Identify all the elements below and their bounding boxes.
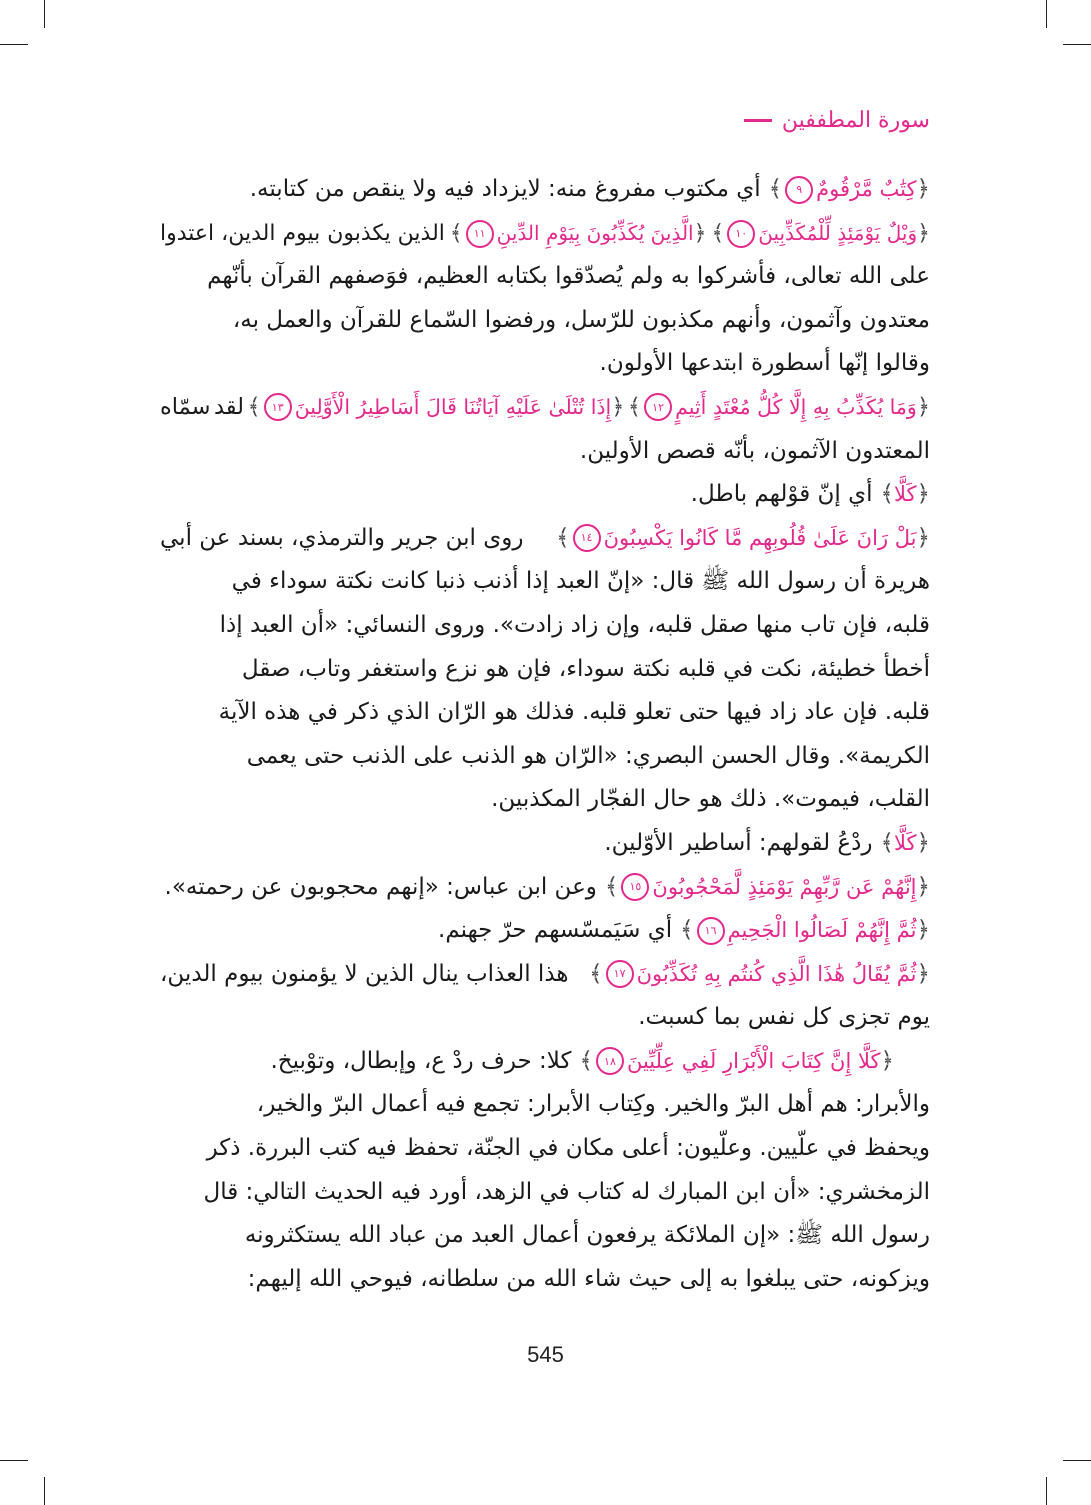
text-line	[160, 430, 930, 474]
commentary-text: المعتدون الآثمون، بأنّه قصص الأولين.	[579, 437, 930, 464]
verse-text: وَيْلٌ يَوْمَئِذٍ لِّلْمُكَذِّبِينَ	[758, 220, 918, 245]
text-line	[160, 909, 930, 953]
verse-bracket-close: ﴾	[589, 960, 603, 987]
crop-mark	[44, 0, 45, 28]
text-line	[160, 212, 930, 256]
quran-verse	[589, 953, 930, 997]
verse-bracket-close: ﴾	[247, 393, 261, 420]
verse-number-badge: ١٥	[621, 873, 649, 901]
verse-bracket-close: ﴾	[880, 481, 894, 508]
text-line	[160, 996, 930, 1040]
verse-bracket-close: ﴾	[768, 176, 783, 202]
crop-mark	[44, 1477, 45, 1505]
verse-bracket-open: ﴿	[916, 960, 930, 987]
quran-verse	[628, 386, 930, 430]
verse-bracket-open: ﴿	[917, 220, 930, 246]
verse-bracket-open: ﴿	[916, 393, 930, 420]
crop-mark	[1063, 44, 1091, 45]
verse-text: كَلَّا	[893, 830, 917, 855]
commentary-text: القلب، فيموت». ذلك هو حال الفجّار المكذبين.	[491, 786, 930, 813]
commentary-text: سمّاه	[160, 393, 211, 420]
quran-verse	[450, 212, 707, 256]
verse-text: وَمَا يُكَذِّبُ بِهِ إِلَّا كُلُّ مُعْتَدٍ أَثِيمٍ	[675, 394, 917, 419]
verse-number-badge: ١٧	[606, 960, 634, 988]
verse-bracket-close: ﴾	[556, 524, 570, 551]
text-line	[160, 386, 930, 430]
verse-bracket-close: ﴾	[880, 829, 894, 856]
text-line	[160, 1214, 930, 1258]
verse-number-badge: ١٨	[596, 1047, 624, 1075]
text-line	[160, 473, 930, 517]
verse-text: إِذَا تُتْلَىٰ عَلَيْهِ آيَاتُنَا قَالَ أَسَاطِيرُ الْأَوَّلِينَ	[294, 394, 612, 419]
text-line	[160, 1171, 930, 1215]
commentary-text: الكريمة». وقال الحسن البصري: «الرّان هو الذنب على الذنب حتى يعمى	[246, 742, 930, 769]
text-line	[160, 604, 930, 648]
verse-bracket-open: ﴿	[916, 481, 930, 508]
text-line	[160, 691, 930, 735]
text-line	[160, 822, 930, 866]
verse-bracket-close: ﴾	[627, 393, 642, 420]
verse-bracket-close: ﴾	[604, 873, 619, 900]
quran-verse	[605, 866, 930, 910]
verse-bracket-open: ﴿	[611, 393, 625, 420]
commentary-text: ردْعُ لقولهم: أساطير الأوّلين.	[604, 829, 873, 856]
commentary-text: أي مكتوب مفروغ منه: لايزداد فيه ولا ينقص من كتابته.	[249, 176, 761, 202]
verse-text: كِتَٰبٌ مَّرْقُومٌ	[816, 177, 917, 201]
verse-bracket-open: ﴿	[916, 917, 930, 944]
crop-mark	[0, 44, 28, 45]
verse-text: إِنَّهُمْ عَن رَّبِّهِمْ يَوْمَئِذٍ لَّمَحْجُوبُونَ	[652, 874, 917, 899]
commentary-text: لقد	[213, 393, 245, 420]
verse-bracket-open: ﴿	[916, 176, 930, 202]
quran-verse	[881, 822, 931, 866]
text-line	[160, 560, 930, 604]
verse-bracket-open: ﴿	[916, 524, 930, 551]
commentary-text: رسول الله ﷺ: «إن الملائكة يرفعون أعمال العبد من عباد الله يستكثرونه	[244, 1222, 930, 1249]
verse-bracket-close: ﴾	[680, 917, 694, 944]
commentary-text: على الله تعالى، فأشركوا به ولم يُصدّقوا بكتابه العظيم، فوَصفهم القرآن بأنّهم	[207, 263, 930, 290]
commentary-text: الزمخشري: «أن ابن المبارك له كتاب في الزهد، أورد فيه الحديث التالي: قال	[203, 1178, 930, 1205]
verse-bracket-close: ﴾	[449, 220, 463, 246]
verse-number-badge: ١٦	[697, 917, 725, 945]
quran-verse	[579, 1040, 894, 1084]
verse-bracket-open: ﴿	[693, 220, 707, 246]
crop-mark	[0, 1460, 28, 1461]
page-body	[160, 168, 930, 1301]
commentary-text: أخطأ خطيئة، نكت في قلبه نكتة سوداء، فإن هو نزع واستغفر وتاب، صقل	[241, 655, 930, 682]
quran-verse	[248, 386, 625, 430]
running-header	[160, 108, 930, 133]
commentary-text: قلبه، فإن تاب منها صقل قلبه، وإن زاد زادت». وروى النسائي: «أن العبد إذا	[219, 611, 930, 638]
text-line	[160, 255, 930, 299]
text-line	[160, 517, 930, 561]
quran-verse	[556, 517, 930, 561]
verse-bracket-close: ﴾	[711, 220, 725, 246]
text-line	[160, 778, 930, 822]
verse-text: بَلْ رَانَ عَلَىٰ قُلُوبِهِم مَّا كَانُوا يَكْسِبُونَ	[603, 525, 917, 550]
verse-bracket-open: ﴿	[916, 829, 930, 856]
commentary-text: معتدون وآثمون، وأنهم مكذبون للرّسل، ورفضوا السّماع للقرآن والعمل به،	[232, 306, 930, 333]
verse-text: ثُمَّ إِنَّهُمْ لَصَالُوا الْجَحِيمِ	[727, 918, 917, 943]
text-line	[160, 1083, 930, 1127]
verse-text: كَلَّا	[893, 482, 917, 507]
text-line	[160, 1127, 930, 1171]
commentary-text: وقالوا إنّها أسطورة ابتدعها الأولون.	[599, 350, 930, 377]
text-line	[160, 342, 930, 386]
commentary-text: يوم تجزى كل نفس بما كسبت.	[638, 1004, 930, 1031]
quran-verse	[769, 168, 930, 212]
header-rule	[744, 119, 772, 122]
text-line	[160, 735, 930, 779]
verse-number-badge: ١٤	[573, 524, 601, 552]
commentary-text: ويزكونه، حتى يبلغوا به إلى حيث شاء الله من سلطانه، فيوحي الله إليهم:	[247, 1265, 930, 1292]
commentary-text: أي سَيَمسّسهم حرّ جهنم.	[438, 917, 673, 944]
commentary-text: روى ابن جرير والترمذي، بسند عن أبي	[160, 524, 524, 551]
crop-mark	[1046, 0, 1047, 28]
commentary-text: وعن ابن عباس: «إنهم محجوبون عن رحمته».	[164, 873, 597, 900]
text-line	[160, 1258, 930, 1302]
verse-number-badge: ١١	[466, 220, 494, 248]
verse-bracket-close: ﴾	[579, 1047, 593, 1074]
commentary-text: ويحفظ في علّيين. وعلّيون: أعلى مكان في الجنّة، تحفظ فيه كتب البررة. ذكر	[206, 1135, 930, 1162]
verse-text: الَّذِينَ يُكَذِّبُونَ بِيَوْمِ الدِّينِ	[496, 220, 694, 245]
quran-verse	[680, 909, 930, 953]
commentary-text: هذا العذاب ينال الذين لا يؤمنون بيوم الدين،	[160, 960, 569, 987]
commentary-text: كلا: حرف ردْ ع، وإبطال، وتوْبيخ.	[270, 1047, 572, 1074]
commentary-text: قلبه. فإن عاد زاد فيها حتى تعلو قلبه. فذلك هو الرّان الذي ذكر في هذه الآية	[218, 699, 930, 726]
quran-verse	[881, 473, 931, 517]
page-number: 545	[527, 1342, 564, 1367]
quran-verse	[711, 212, 930, 256]
commentary-text: هريرة أن رسول الله ﷺ قال: «إنّ العبد إذا أذنب ذنبا كانت نكتة سوداء في	[231, 568, 930, 595]
verse-number-badge: ١٣	[264, 393, 292, 421]
text-line	[160, 168, 930, 212]
text-line	[160, 953, 930, 997]
crop-mark	[1063, 1460, 1091, 1461]
text-line	[160, 866, 930, 910]
verse-number-badge: ١٠	[727, 220, 755, 248]
verse-bracket-open: ﴿	[880, 1047, 894, 1074]
verse-number-badge: ٩	[785, 176, 813, 204]
crop-mark	[1046, 1477, 1047, 1505]
verse-text: ثُمَّ يُقَالُ هَٰذَا الَّذِي كُنتُم بِهِ تُكَذِّبُونَ	[636, 961, 917, 986]
commentary-text: الذين يكذبون بيوم الدين، اعتدوا	[160, 220, 445, 246]
commentary-text: والأبرار: هم أهل البرّ والخير. وكِتاب الأبرار: تجمع فيه أعمال البرّ والخير،	[256, 1091, 930, 1118]
commentary-text: أي إنّ قوْلهم باطل.	[690, 481, 873, 508]
verse-text: كَلَّا إِنَّ كِتَابَ الْأَبْرَارِ لَفِي عِلِّيِّينَ	[626, 1048, 881, 1073]
text-line	[160, 299, 930, 343]
text-line	[160, 1040, 930, 1084]
surah-title: سورة المطففين	[781, 108, 930, 133]
verse-number-badge: ١٢	[644, 393, 672, 421]
verse-bracket-open: ﴿	[916, 873, 930, 900]
text-line	[160, 648, 930, 692]
